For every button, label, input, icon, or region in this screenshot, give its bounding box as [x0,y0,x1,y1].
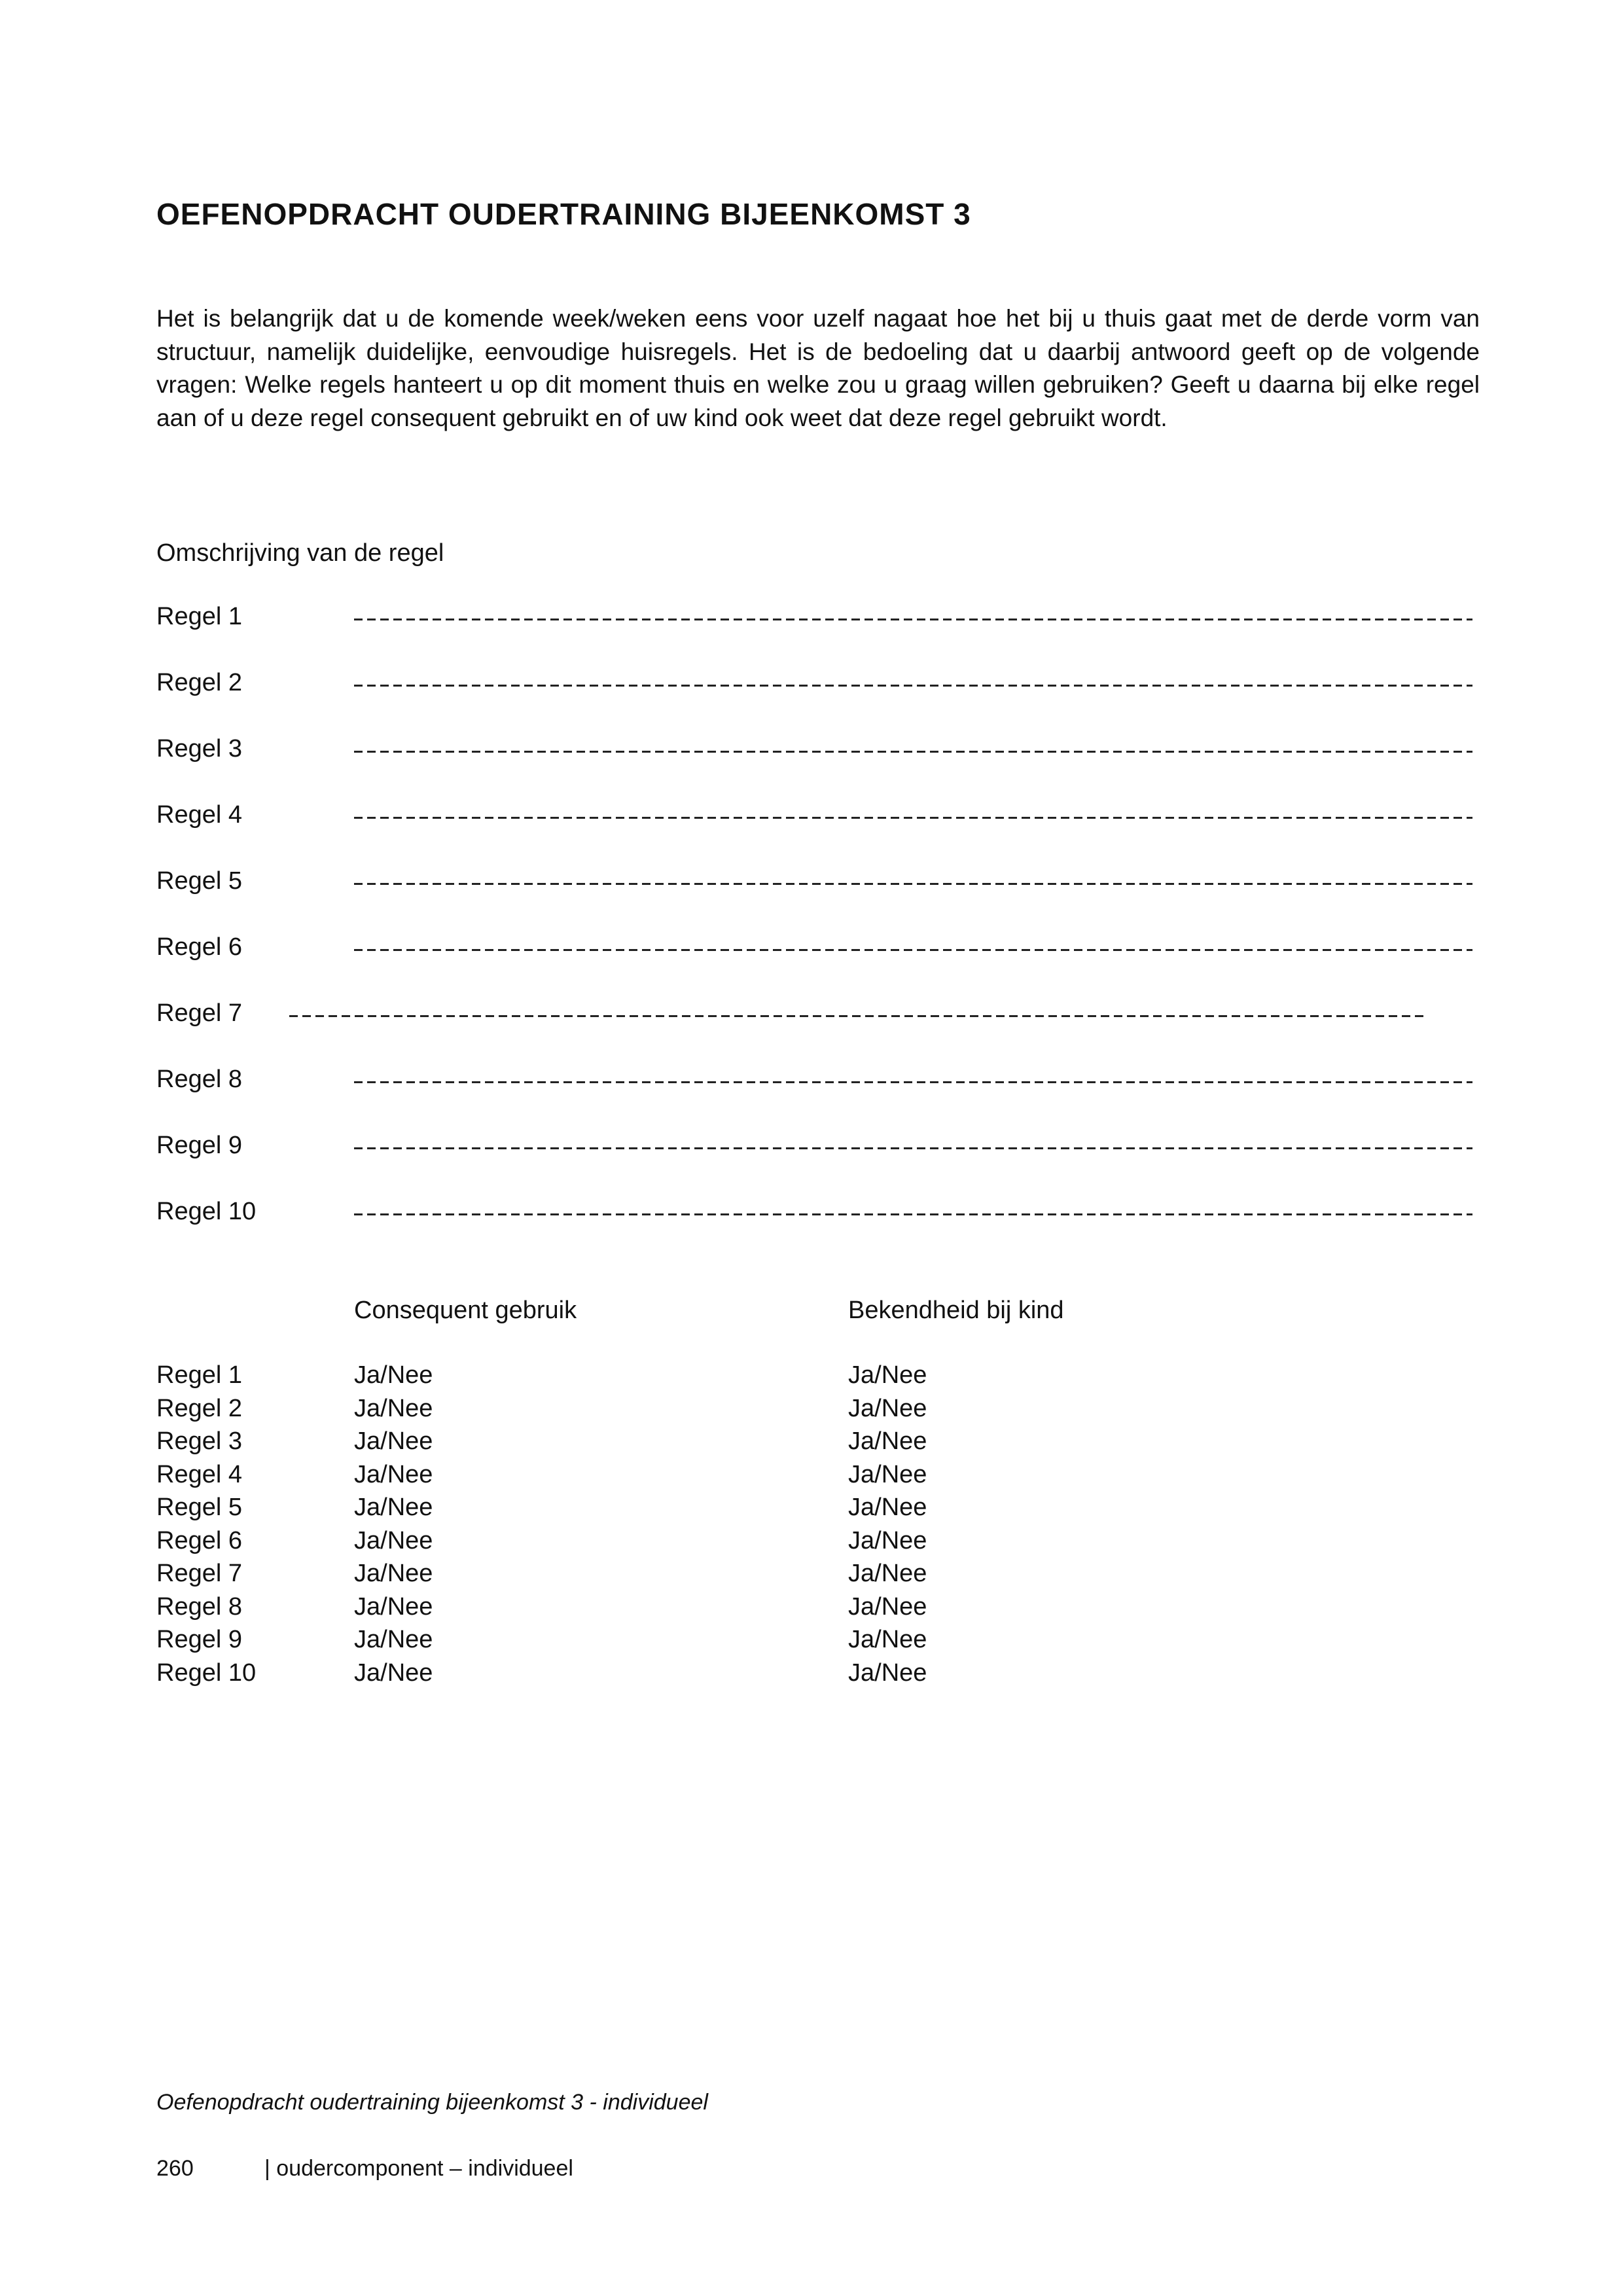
rule-answer-line[interactable] [354,751,1472,753]
consequent-value: Ja/Nee [354,1592,433,1621]
rule-label: Regel 7 [156,999,242,1027]
table-row-label: Regel 8 [156,1592,242,1621]
rule-label: Regel 9 [156,1132,242,1159]
bekendheid-value: Ja/Nee [848,1560,927,1587]
bekendheid-value: Ja/Nee [848,1361,927,1389]
rule-label: Regel 1 [156,603,242,630]
consequent-value: Ja/Nee [354,1494,433,1521]
rule-label: Regel 8 [156,1066,242,1093]
rule-label: Regel 2 [156,669,242,696]
bekendheid-value: Ja/Nee [848,1460,927,1488]
table-row-label: Regel 4 [156,1460,242,1488]
rule-label: Regel 4 [156,801,242,829]
table-row-label: Regel 9 [156,1626,242,1653]
bekendheid-value: Ja/Nee [848,1659,927,1687]
bekendheid-value: Ja/Nee [848,1494,927,1521]
consequent-value: Ja/Nee [354,1626,433,1653]
rule-answer-line[interactable] [354,1147,1472,1149]
rule-answer-line[interactable] [354,949,1472,951]
rule-label: Regel 3 [156,735,242,762]
table-row-label: Regel 7 [156,1560,242,1587]
rule-label: Regel 10 [156,1198,257,1225]
bekendheid-value: Ja/Nee [848,1427,927,1455]
table-row-label: Regel 3 [156,1427,242,1455]
rule-label: Regel 5 [156,867,242,895]
rule-label: Regel 6 [156,933,242,961]
bekendheid-value: Ja/Nee [848,1626,927,1653]
consequent-value: Ja/Nee [354,1427,433,1455]
rule-answer-line[interactable] [354,817,1472,819]
consequent-value: Ja/Nee [354,1394,433,1422]
consequent-value: Ja/Nee [354,1460,433,1488]
description-header: Omschrijving van de regel [156,539,444,567]
consequent-value: Ja/Nee [354,1659,433,1687]
table-row-label: Regel 1 [156,1361,242,1389]
rule-answer-line[interactable] [354,1213,1472,1215]
bekendheid-value: Ja/Nee [848,1592,927,1621]
footer-caption: Oefenopdracht oudertraining bijeenkomst 3 - individueel [156,2090,708,2115]
consequent-value: Ja/Nee [354,1361,433,1389]
consequent-value: Ja/Nee [354,1526,433,1554]
bekendheid-value: Ja/Nee [848,1526,927,1554]
table-row-label: Regel 6 [156,1526,242,1554]
rule-answer-line[interactable] [354,619,1472,620]
section-label: | oudercomponent – individueel [264,2156,573,2181]
page-number: 260 [156,2156,194,2181]
page-title: OEFENOPDRACHT OUDERTRAINING BIJEENKOMST 3 [156,197,971,231]
rule-answer-line[interactable] [354,1081,1472,1083]
column-header-bekendheid: Bekendheid bij kind [848,1297,1064,1324]
bekendheid-value: Ja/Nee [848,1394,927,1422]
rule-answer-line[interactable] [354,685,1472,687]
table-row-label: Regel 5 [156,1494,242,1521]
rule-answer-line[interactable] [354,883,1472,885]
table-row-label: Regel 10 [156,1659,257,1687]
rule-answer-line[interactable] [289,1015,1427,1017]
intro-paragraph: Het is belangrijk dat u de komende week/weken eens voor uzelf nagaat hoe het bij u thuis gaat met de derde vorm van structuur, namelijk duidelijke, eenvoudige huisregels. Het is de bedoeling dat u daarbij antwoord geeft op de volgende vragen: Welke regels hanteert u op dit moment thuis en welke zou u graag willen gebruiken? Geeft u daarna bij elke regel aan of u deze regel consequent gebruikt en of uw kind ook weet dat deze regel gebruikt wordt. [156,305,1480,432]
consequent-value: Ja/Nee [354,1560,433,1587]
table-row-label: Regel 2 [156,1394,242,1422]
column-header-consequent: Consequent gebruik [354,1297,577,1324]
